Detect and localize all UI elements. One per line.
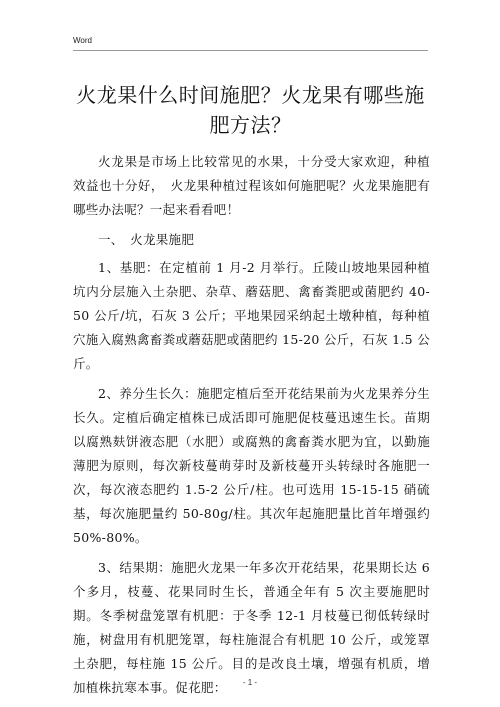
intro-paragraph: 火龙果是市场上比较常见的水果，十分受大家欢迎，种植效益也十分好， 火龙果种植过程该如何施肥呢？火龙果施肥有哪些办法呢？一起来看看吧！ <box>73 154 430 217</box>
basal-fertilizer-paragraph: 1、基肥：在定植前 1 月-2 月举行。丘陵山坡地果园种植坑内分层施入土杂肥、杂草、蘑菇肥、禽畜粪肥或菌肥约 40-50 公斤/坑，石灰 3 公斤；平地果园采纳起土墩种植，每种植穴施入腐熟禽畜粪或蘑菇肥或菌肥约 15-20 公斤，石灰 1.5 公斤。 <box>73 260 431 371</box>
fruiting-period-paragraph: 3、结果期：施肥火龙果一年多次开花结果，花果期长达 6 个多月，枝蔓、花果同时生长，普通全年有 5 次主要施肥时期。冬季树盘笼罩有机肥：于冬季 12-1 月枝蔓已彻低转绿时施，树盘用有机肥笼罩，每柱施混合有机肥 10 公斤，或笼罩土杂肥，每柱施 15 公斤。目的是改良土壤，增强有机质，增加植株抗寒本事。促花肥： <box>73 560 430 695</box>
section-heading: 一、 火龙果施肥 <box>98 232 195 247</box>
growth-period-paragraph: 2、养分生长久：施肥定植后至开花结果前为火龙果养分生长久。定植后确定植株已成活即可施肥促枝蔓迅速生长。苗期以腐熟麸饼液态肥（水肥）或腐熟的禽畜粪水肥为宜，以勤施薄肥为原则，每次新枝蔓萌芽时及新枝蔓开头转绿时各施肥一次，每次液态肥约 1.5-2 公斤/柱。也可选用 15-15-15 硝硫基，每次施肥量约 50-80g/柱。其次年起施肥量比首年增强约 50%-80%。 <box>73 386 430 545</box>
document-body <box>73 150 430 706</box>
page-number: - 1 - <box>242 678 258 687</box>
header-label: Word <box>73 36 92 45</box>
document-title: 火龙果什么时间施肥？火龙果有哪些施肥方法？ <box>76 83 425 137</box>
header-divider <box>73 50 428 51</box>
